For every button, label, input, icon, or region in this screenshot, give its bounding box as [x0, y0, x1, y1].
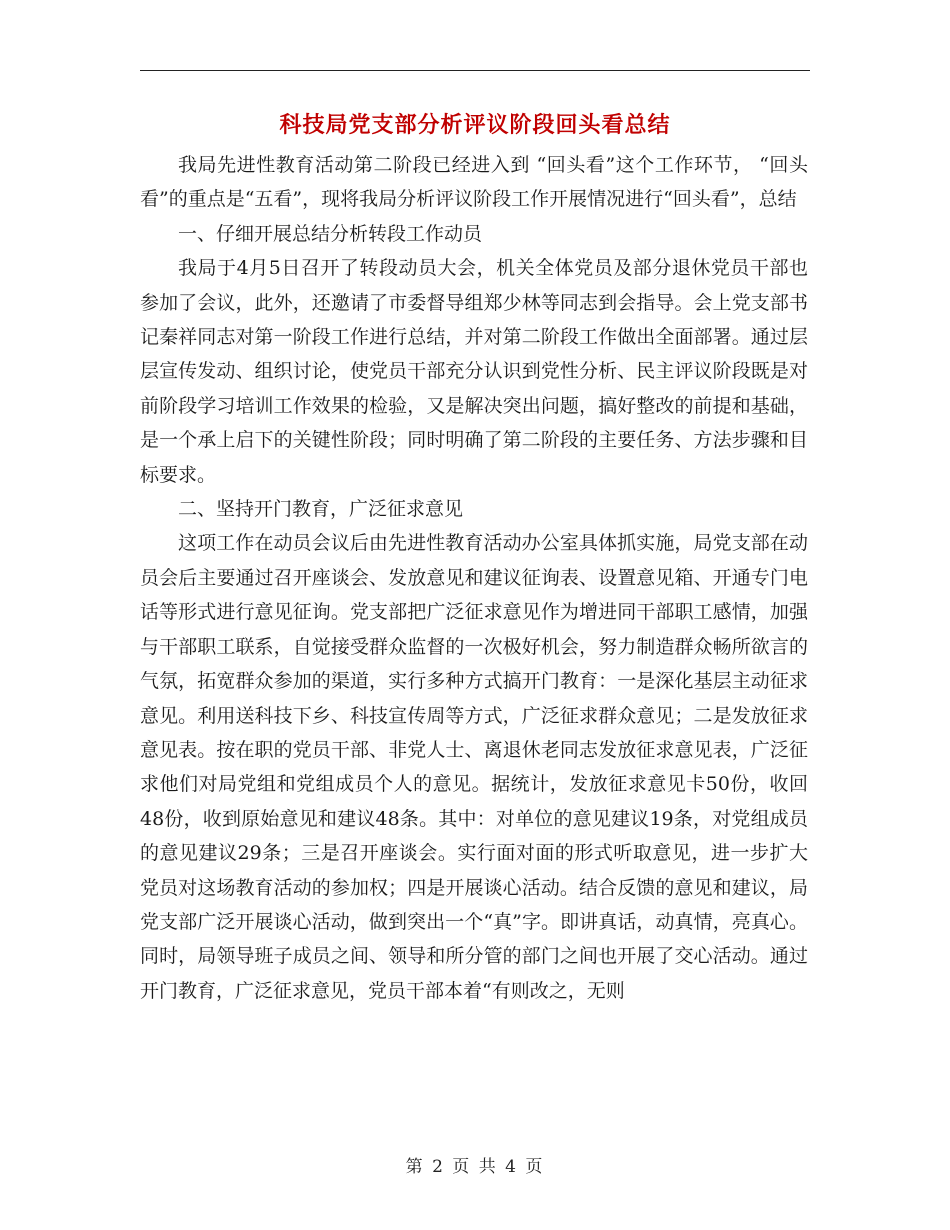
- section-heading-2: 二、坚持开门教育，广泛征求意见: [178, 498, 464, 521]
- section-1-paragraph: 我局于4月5日召开了转段动员大会，机关全体党员及部分退休党员干部也参加了会议，此外，还邀请了市委督导组郑少林等同志到会指导。会上党支部书记秦祥同志对第一阶段工作进行总结，并对第二阶段工作做出全面部署。通过层层宣传发动、组织讨论，使党员干部充分认识到党性分析、民主评议阶段既是对前阶段学习培训工作效果的检验，又是解决突出问题，搞好整改的前提和基础，是一个承上启下的关键性阶段；同时明确了第二阶段的主要任务、方法步骤和目标要求。: [140, 257, 808, 486]
- document-title: 科技局党支部分析评议阶段回头看总结: [279, 112, 671, 138]
- section-heading-1: 一、仔细开展总结分析转段工作动员: [178, 222, 483, 245]
- header-rule: [140, 70, 810, 71]
- section-2-paragraph: 这项工作在动员会议后由先进性教育活动办公室具体抓实施，局党支部在动员会后主要通过召开座谈会、发放意见和建议征询表、设置意见箱、开通专门电话等形式进行意见征询。党支部把广泛征求意见作为增进同干部职工感情，加强与干部职工联系，自觉接受群众监督的一次极好机会，努力制造群众畅所欲言的气氛，拓宽群众参加的渠道，实行多种方式搞开门教育：一是深化基层主动征求意见。利用送科技下乡、科技宣传周等方式，广泛征求群众意见；二是发放征求意见表。按在职的党员干部、非党人士、离退休老同志发放征求意见表，广泛征求他们对局党组和党组成员个人的意见。据统计，发放征求意见卡50份，收回48份，收到原始意见和建议48条。其中：对单位的意见建议19条，对党组成员的意见建议29条；三是召开座谈会。实行面对面的形式听取意见，进一步扩大党员对这场教育活动的参加权；四是开展谈心活动。结合反馈的意见和建议，局党支部广泛开展谈心活动，做到突出一个“真”字。即讲真话，动真情，亮真心。同时，局领导班子成员之间、领导和所分管的部门之间也开展了交心活动。通过开门教育，广泛征求意见，党员干部本着“有则改之，无则: [140, 532, 808, 1002]
- intro-paragraph: 我局先进性教育活动第二阶段已经进入到 “回头看”这个工作环节， “回头看”的重点是“五看”，现将我局分析评议阶段工作开展情况进行“回头看”，总结: [140, 154, 808, 211]
- document-body: [140, 148, 808, 1008]
- page-footer: 第 2 页 共 4 页: [405, 1157, 545, 1177]
